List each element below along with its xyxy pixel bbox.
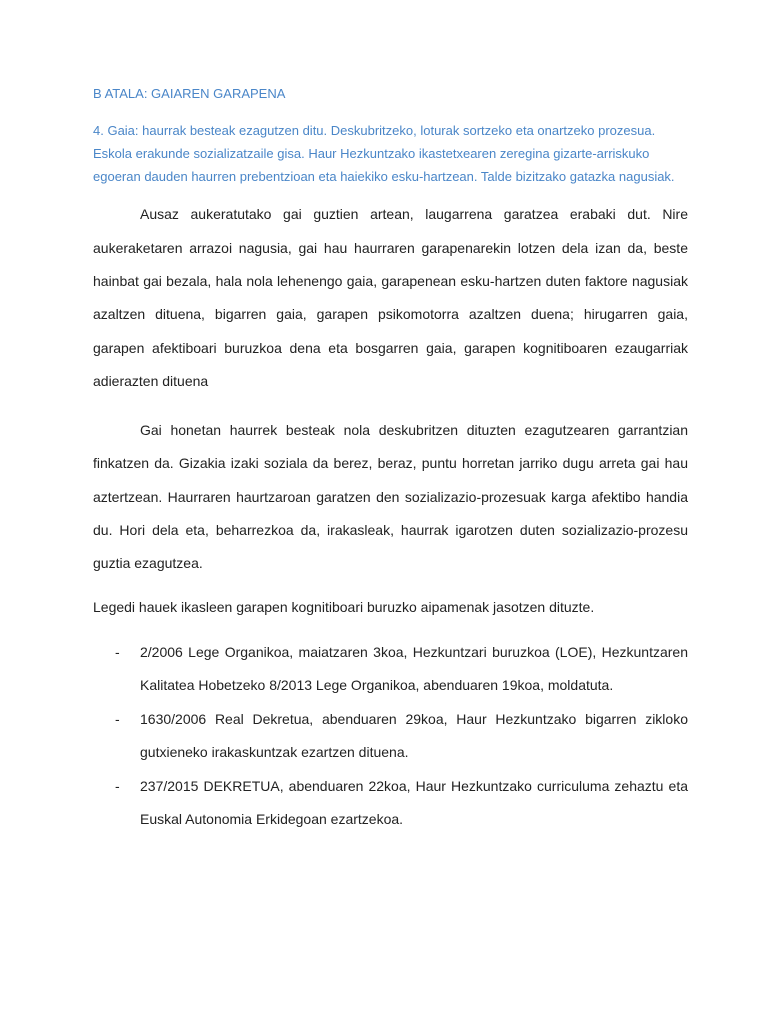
law-text: 2/2006 Lege Organikoa, maiatzaren 3koa, Hezkuntzari buruzkoa (LOE), Hezkuntzaren Kalitatea Hobetzeko 8/2013 Lege Organikoa, abenduaren 19koa, moldatuta. bbox=[140, 643, 688, 694]
list-item bbox=[93, 770, 688, 837]
document-page bbox=[93, 84, 688, 837]
law-text: 1630/2006 Real Dekretua, abenduaren 29koa, Haur Hezkuntzako bigarren zikloko gutxieneko irakaskuntzak ezartzen dituena. bbox=[140, 710, 688, 761]
paragraph-2: Gai honetan haurrek besteak nola deskubritzen dituzten ezagutzearen garrantzian finkatzen da. Gizakia izaki soziala da berez, beraz, puntu horretan jarriko dugu arreta gai hau aztertzean. Haurraren haurtzaroan garatzen den sozializazio-prozesuak karga afektibo handia du. Hori dela eta, beharrezkoa da, irakasleak, haurrak igarotzen duten sozializazio-prozesu guztia ezagutzea. bbox=[93, 422, 688, 572]
legislation-intro: Legedi hauek ikasleen garapen kognitiboari buruzko aipamenak jasotzen dituzte. bbox=[93, 598, 595, 615]
section-title: B ATALA: GAIAREN GARAPENA bbox=[93, 86, 286, 101]
list-bullet: - bbox=[115, 710, 120, 727]
topic-heading: 4. Gaia: haurrak besteak ezagutzen ditu. Deskubritzeko, loturak sortzeko eta onartzeko prozesua. Eskola erakunde sozializatzaile gisa. Haur Hezkuntzako ikastetxearen zeregina gizarte-arriskuko egoeran dauden haurren prebentzioan eta haiekiko esku-hartzean. Talde bizitzako gatazka nagusiak. bbox=[93, 123, 675, 184]
list-item bbox=[93, 636, 688, 703]
list-bullet: - bbox=[115, 643, 120, 660]
list-bullet: - bbox=[115, 777, 120, 794]
list-item bbox=[93, 703, 688, 770]
legislation-list bbox=[93, 636, 688, 837]
law-text: 237/2015 DEKRETUA, abenduaren 22koa, Haur Hezkuntzako curriculuma zehaztu eta Euskal Autonomia Erkidegoan ezartzekoa. bbox=[140, 777, 688, 828]
paragraph-1: Ausaz aukeratutako gai guztien artean, laugarrena garatzea erabaki dut. Nire aukeraketaren arrazoi nagusia, gai hau haurraren garapenarekin lotzen dela izan da, beste hainbat gai bezala, hala nola lehenengo gaia, garapenean esku-hartzen duten faktore nagusiak azaltzen dituena, bigarren gaia, garapen psikomotorra azaltzen duena; hirugarren gaia, garapen afektiboari buruzkoa dena eta bosgarren gaia, garapen kognitiboaren ezaugarriak adierazten dituena bbox=[93, 206, 688, 389]
